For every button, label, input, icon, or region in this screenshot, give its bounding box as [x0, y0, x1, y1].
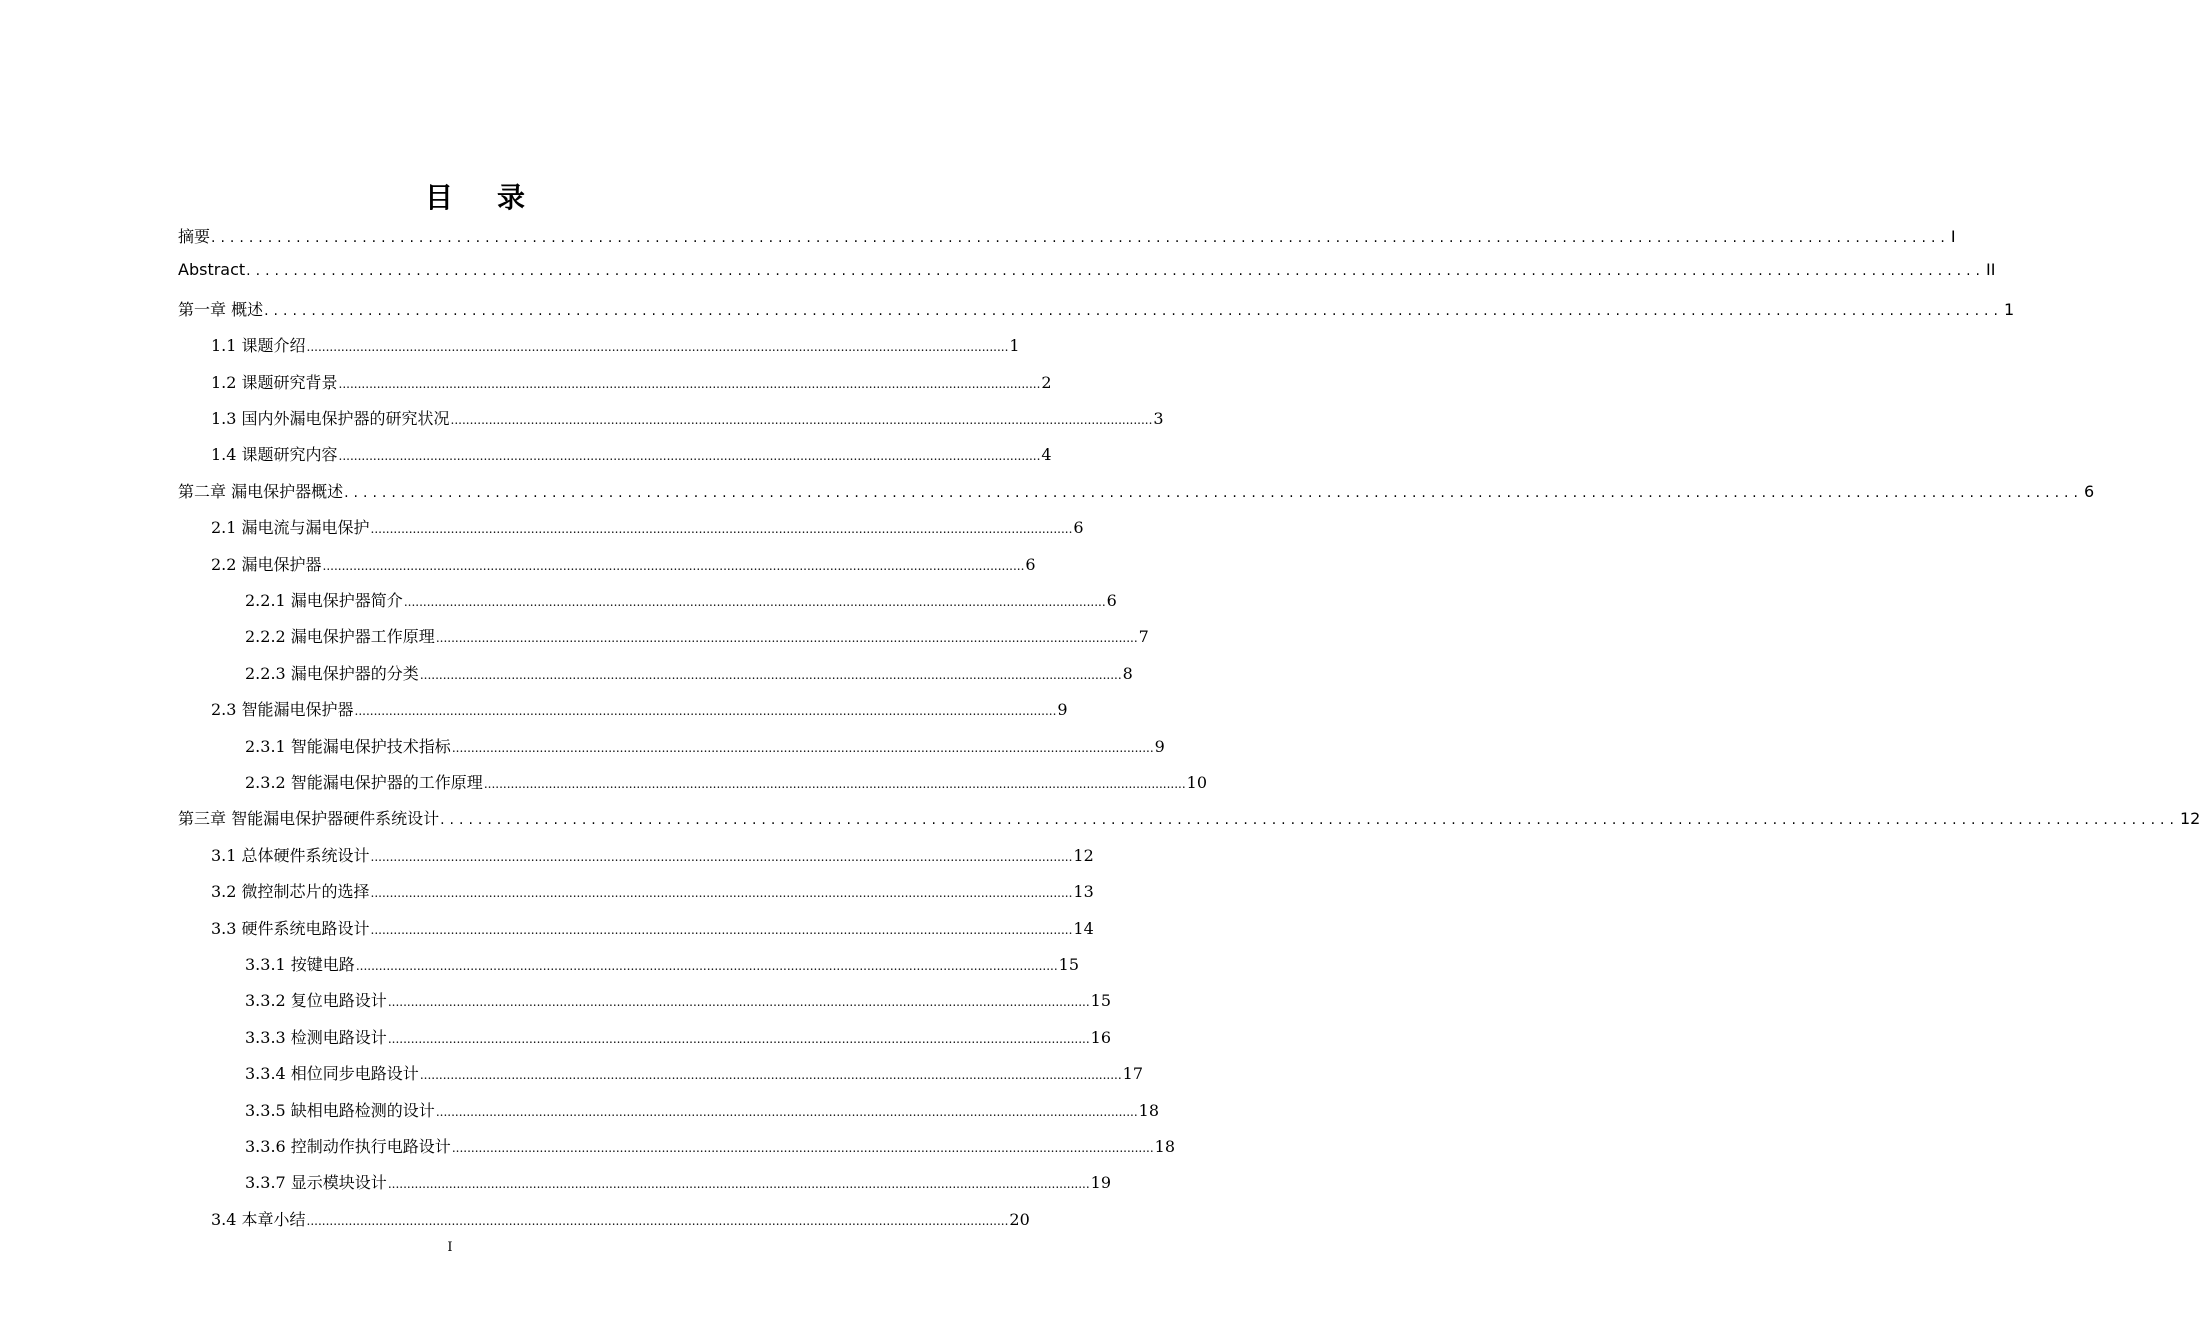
toc-entry[interactable] — [211, 1207, 1030, 1230]
toc-entry-page-number: 8 — [1122, 664, 1133, 683]
toc-entry-page-number: 16 — [1090, 1028, 1112, 1047]
toc-dot-leader: ........................................................................................................................................................................................ — [483, 777, 1186, 791]
toc-entry-label: 3.3.3 检测电路设计 — [245, 1028, 387, 1047]
toc-dot-leader: ........................................................................................................................................................................................ — [344, 485, 2083, 501]
toc-entry-page-number: 20 — [1009, 1210, 1030, 1229]
toc-entry[interactable] — [178, 806, 2200, 829]
toc-entry-page-number: 3 — [1153, 409, 1164, 428]
toc-entry-page-number: 19 — [1090, 1173, 1112, 1192]
toc-dot-leader: ........................................................................................................................................................................................ — [211, 230, 1950, 246]
toc-entry[interactable] — [245, 988, 1112, 1011]
toc-dot-leader: ........................................................................................................................................................................................ — [435, 1105, 1138, 1119]
toc-dot-leader: ........................................................................................................................................................................................ — [355, 959, 1058, 973]
toc-dot-leader: ........................................................................................................................................................................................ — [264, 303, 2003, 319]
toc-dot-leader: ........................................................................................................................................................................................ — [338, 449, 1041, 463]
toc-entry-label: 2.3.2 智能漏电保护器的工作原理 — [245, 773, 483, 792]
toc-entry-page-number: 4 — [1041, 445, 1052, 464]
toc-entry[interactable] — [245, 1170, 1112, 1193]
toc-entry[interactable] — [211, 406, 1164, 429]
toc-entry-label: 3.3.7 显示模块设计 — [245, 1173, 387, 1192]
toc-dot-leader: ........................................................................................................................................................................................ — [306, 340, 1009, 354]
toc-entry[interactable] — [178, 479, 2095, 502]
toc-dot-leader: ........................................................................................................................................................................................ — [246, 263, 1986, 279]
toc-entry-page-number: 2 — [1041, 373, 1052, 392]
toc-entry[interactable] — [211, 370, 1052, 393]
toc-dot-leader: ........................................................................................................................................................................................ — [338, 377, 1041, 391]
toc-entry-label: 1.3 国内外漏电保护器的研究状况 — [211, 409, 450, 428]
toc-entry-label: 2.2.3 漏电保护器的分类 — [245, 664, 419, 683]
toc-entry[interactable] — [211, 515, 1084, 538]
toc-entry[interactable] — [245, 1134, 1176, 1157]
toc-entry[interactable] — [211, 442, 1052, 465]
toc-entry-page-number: 6 — [1106, 591, 1117, 610]
toc-entry-label: 3.4 本章小结 — [211, 1210, 306, 1229]
toc-entry[interactable] — [245, 770, 1208, 793]
toc-entry-page-number: 14 — [1073, 919, 1094, 938]
toc-entry-page-number: 17 — [1122, 1064, 1144, 1083]
toc-entry-label: 3.1 总体硬件系统设计 — [211, 846, 370, 865]
toc-entry[interactable] — [211, 879, 1094, 902]
toc-dot-leader: ........................................................................................................................................................................................ — [354, 704, 1057, 718]
toc-entry[interactable] — [178, 224, 1956, 247]
toc-dot-leader: ........................................................................................................................................................................................ — [306, 1214, 1009, 1228]
toc-entry-label: 2.3 智能漏电保护器 — [211, 700, 354, 719]
toc-entry-label: 第二章 漏电保护器概述 — [178, 482, 344, 501]
toc-entry-page-number: 15 — [1090, 991, 1112, 1010]
toc-entry-label: 3.2 微控制芯片的选择 — [211, 882, 370, 901]
toc-entry-label: 3.3.1 按键电路 — [245, 955, 355, 974]
toc-dot-leader: ........................................................................................................................................................................................ — [370, 886, 1073, 900]
toc-entry-label: Abstract — [178, 260, 246, 279]
toc-entry[interactable] — [211, 916, 1094, 939]
toc-entry[interactable] — [178, 297, 2015, 320]
toc-dot-leader: ........................................................................................................................................................................................ — [370, 923, 1073, 937]
toc-entry-page-number: 6 — [1073, 518, 1084, 537]
toc-entry[interactable] — [178, 260, 1996, 279]
toc-entry-page-number: 9 — [1057, 700, 1068, 719]
toc-dot-leader: ........................................................................................................................................................................................ — [370, 850, 1073, 864]
toc-entry-page-number: 6 — [2083, 482, 2095, 501]
toc-dot-leader: ........................................................................................................................................................................................ — [387, 1032, 1090, 1046]
toc-entry[interactable] — [245, 734, 1165, 757]
toc-entry-page-number: 1 — [1009, 336, 1020, 355]
toc-entry-label: 2.1 漏电流与漏电保护 — [211, 518, 370, 537]
toc-entry[interactable] — [211, 333, 1020, 356]
toc-entry[interactable] — [245, 624, 1149, 647]
toc-entry-label: 3.3.2 复位电路设计 — [245, 991, 387, 1010]
toc-dot-leader: ........................................................................................................................................................................................ — [370, 522, 1073, 536]
toc-entry-label: 2.3.1 智能漏电保护技术指标 — [245, 737, 451, 756]
toc-entry-label: 摘要 — [178, 227, 211, 246]
toc-entry-page-number: 9 — [1154, 737, 1165, 756]
toc-entry[interactable] — [211, 552, 1036, 575]
toc-entry-label: 2.2 漏电保护器 — [211, 555, 322, 574]
toc-entry[interactable] — [245, 588, 1117, 611]
toc-dot-leader: ........................................................................................................................................................................................ — [419, 1068, 1122, 1082]
toc-entry[interactable] — [245, 952, 1080, 975]
toc-entry[interactable] — [245, 1098, 1160, 1121]
toc-entry-label: 1.2 课题研究背景 — [211, 373, 338, 392]
toc-entry-page-number: 7 — [1138, 627, 1149, 646]
toc-dot-leader: ........................................................................................................................................................................................ — [451, 1141, 1154, 1155]
toc-entry[interactable] — [245, 661, 1133, 684]
toc-dot-leader: ........................................................................................................................................................................................ — [435, 631, 1138, 645]
toc-entry-page-number: 18 — [1154, 1137, 1176, 1156]
toc-entry[interactable] — [211, 843, 1094, 866]
toc-entry-page-number: II — [1986, 260, 1996, 279]
toc-entry-page-number: I — [1950, 227, 1956, 246]
toc-entry-page-number: 13 — [1073, 882, 1094, 901]
toc-dot-leader: ........................................................................................................................................................................................ — [451, 741, 1154, 755]
page-number: I — [447, 1240, 453, 1255]
toc-entry-label: 1.1 课题介绍 — [211, 336, 306, 355]
toc-entry[interactable] — [211, 697, 1068, 720]
toc-entry-label: 3.3.6 控制动作执行电路设计 — [245, 1137, 451, 1156]
toc-entry[interactable] — [245, 1061, 1144, 1084]
toc-entry-label: 2.2.1 漏电保护器简介 — [245, 591, 403, 610]
toc-entry-page-number: 1 — [2003, 300, 2015, 319]
toc-dot-leader: ........................................................................................................................................................................................ — [419, 668, 1122, 682]
toc-entry-page-number: 6 — [1025, 555, 1036, 574]
toc-entry-label: 1.4 课题研究内容 — [211, 445, 338, 464]
page-title: 目录 — [424, 181, 569, 214]
toc-dot-leader: ........................................................................................................................................................................................ — [387, 995, 1090, 1009]
toc-dot-leader: ........................................................................................................................................................................................ — [403, 595, 1106, 609]
toc-entry-page-number: 12 — [2179, 809, 2200, 828]
toc-entry-page-number: 12 — [1073, 846, 1094, 865]
toc-dot-leader: ........................................................................................................................................................................................ — [322, 559, 1025, 573]
toc-entry-label: 第一章 概述 — [178, 300, 264, 319]
toc-entry-label: 2.2.2 漏电保护器工作原理 — [245, 627, 435, 646]
toc-dot-leader: ........................................................................................................................................................................................ — [387, 1177, 1090, 1191]
toc-entry-page-number: 10 — [1186, 773, 1208, 792]
toc-dot-leader: ........................................................................................................................................................................................ — [440, 812, 2179, 828]
toc-entry-page-number: 18 — [1138, 1101, 1160, 1120]
toc-dot-leader: ........................................................................................................................................................................................ — [450, 413, 1153, 427]
toc-entry-page-number: 15 — [1058, 955, 1080, 974]
toc-entry-label: 3.3 硬件系统电路设计 — [211, 919, 370, 938]
toc-entry-label: 3.3.4 相位同步电路设计 — [245, 1064, 419, 1083]
toc-entry[interactable] — [245, 1025, 1112, 1048]
toc-entry-label: 3.3.5 缺相电路检测的设计 — [245, 1101, 435, 1120]
toc-entry-label: 第三章 智能漏电保护器硬件系统设计 — [178, 809, 440, 828]
